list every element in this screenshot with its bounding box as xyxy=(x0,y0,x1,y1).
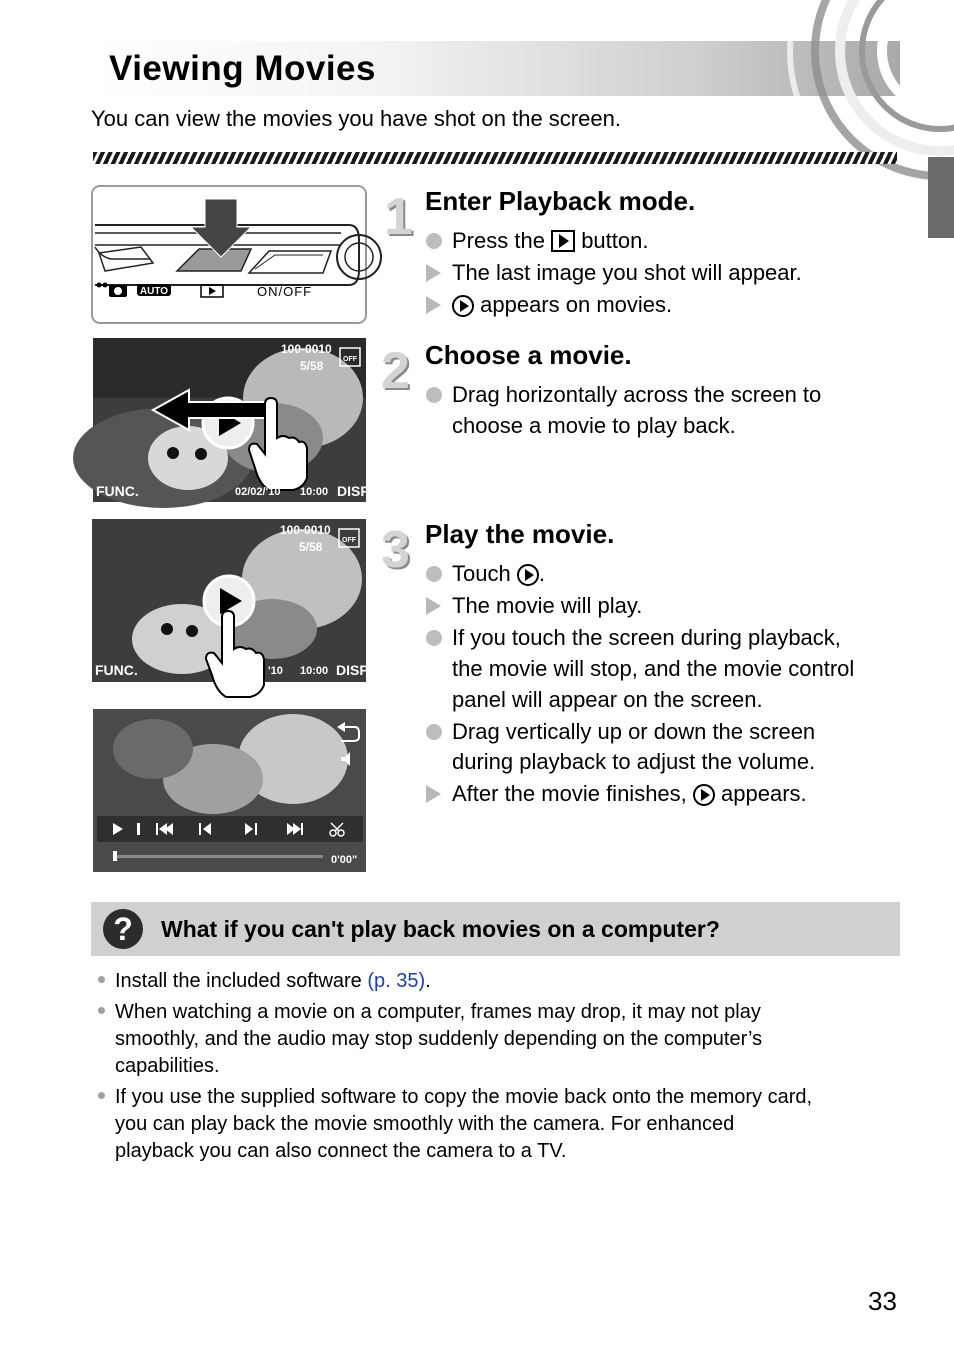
step-3-line-2: The movie will play. xyxy=(426,590,642,621)
touch-play-screen xyxy=(92,519,371,699)
page-title: Viewing Movies xyxy=(109,49,376,88)
step-3-line-5: panel will appear on the screen. xyxy=(452,687,763,712)
step-1-title: Enter Playback mode. xyxy=(425,186,696,216)
chapter-tab xyxy=(928,157,954,238)
bullet-dot-icon xyxy=(98,1007,105,1014)
bullet-dot-icon xyxy=(98,976,105,983)
date-label: 02/02/'10 xyxy=(235,486,281,498)
play-circle-icon xyxy=(693,784,715,806)
folder-file-label: 100-0010 xyxy=(281,342,332,356)
step-1-number: 1 xyxy=(384,188,413,246)
step-1-line-1: Press the button. xyxy=(426,225,648,256)
tip-box xyxy=(91,902,900,956)
step-3-number: 3 xyxy=(381,521,410,579)
time-label: 10:00 xyxy=(300,665,329,677)
step-1-line-2: The last image you shot will appear. xyxy=(426,257,802,288)
step-3-line-7: during playback to adjust the volume. xyxy=(452,749,816,774)
play-circle-icon xyxy=(452,295,474,317)
intro-text: You can view the movies you have shot on the screen. xyxy=(91,106,621,131)
bullet-circle-icon xyxy=(426,630,442,646)
on-off-label: ON/OFF xyxy=(257,284,313,299)
bullet-circle-icon xyxy=(426,233,442,249)
step-3-line-6: Drag vertically up or down the screen xyxy=(426,716,815,747)
play-circle-icon xyxy=(517,564,539,586)
choose-movie-screen xyxy=(93,338,372,502)
step-1-line-3: appears on movies. xyxy=(426,289,672,320)
image-count-label: 5/58 xyxy=(299,540,323,554)
rings-decoration xyxy=(780,41,900,96)
hatched-divider xyxy=(93,152,897,164)
tip-item-1: Install the included software (p. 35). xyxy=(98,968,431,995)
page-reference-link[interactable]: (p. 35) xyxy=(367,970,426,992)
time-label: 10:00 xyxy=(300,486,329,498)
tip-item-3: If you use the supplied software to copy the movie back onto the memory card, you can play back the movie smoothly with the camera. For enhanced playback you can also connect the camera to a TV. xyxy=(98,1084,812,1165)
step-2-line-2: choose a movie to play back. xyxy=(452,413,736,438)
tip-item-2: When watching a movie on a computer, frames may drop, it may not play smoothly, and the audio may stop suddenly depending on the computer’s capabilities. xyxy=(98,999,762,1080)
step-2-number: 2 xyxy=(381,342,410,400)
arrow-bullet-icon xyxy=(426,264,441,282)
step-3-line-3: If you touch the screen during playback, xyxy=(426,622,841,653)
page-number: 33 xyxy=(868,1286,897,1316)
step-2-title: Choose a movie. xyxy=(425,340,632,370)
bullet-dot-icon xyxy=(98,1092,105,1099)
folder-file-label: 100-0010 xyxy=(280,523,331,537)
arrow-bullet-icon xyxy=(426,597,441,615)
title-banner xyxy=(91,41,900,96)
step-3-line-8: After the movie finishes, appears. xyxy=(426,778,807,809)
tip-title: What if you can't play back movies on a computer? xyxy=(161,916,720,942)
movie-control-panel-screen xyxy=(93,709,366,872)
disp-label: DISP. xyxy=(336,662,371,678)
off-badge: OFF xyxy=(342,537,356,544)
bullet-circle-icon xyxy=(426,387,442,403)
func-label: FUNC. xyxy=(95,662,138,678)
auto-label: AUTO xyxy=(139,286,169,297)
bullet-circle-icon xyxy=(426,724,442,740)
disp-label: DISP. xyxy=(337,483,372,499)
step-2-line-1: Drag horizontally across the screen to xyxy=(426,379,821,410)
arrow-bullet-icon xyxy=(426,296,441,314)
func-label: FUNC. xyxy=(96,483,139,499)
question-icon: ? xyxy=(103,909,143,949)
elapsed-time-label: 0'00" xyxy=(331,854,358,866)
bullet-circle-icon xyxy=(426,566,442,582)
step-3-line-4: the movie will stop, and the movie control xyxy=(452,656,855,681)
date-label: '10 xyxy=(268,665,283,677)
arrow-bullet-icon xyxy=(426,785,441,803)
camera-top-illustration xyxy=(91,185,367,324)
step-3-line-1: Touch . xyxy=(426,558,545,589)
playback-button-icon xyxy=(551,230,575,252)
image-count-label: 5/58 xyxy=(300,359,324,373)
off-badge: OFF xyxy=(343,356,357,363)
step-3-title: Play the movie. xyxy=(425,519,615,549)
